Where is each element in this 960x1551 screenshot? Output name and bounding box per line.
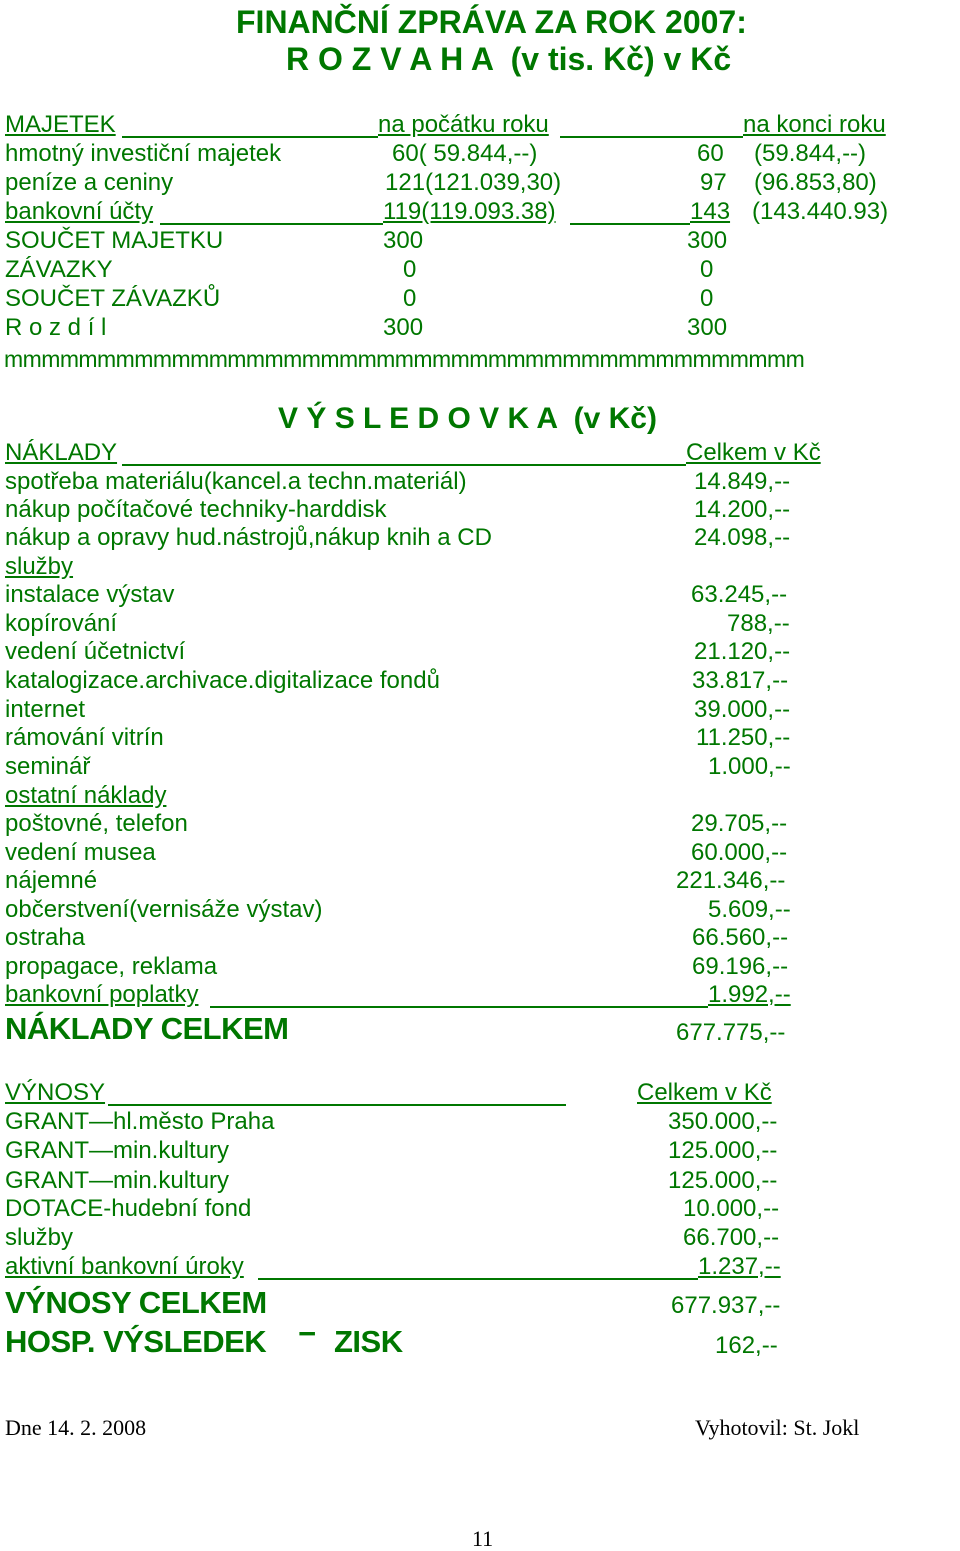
revenue-row-label: služby — [5, 1224, 74, 1251]
costs-label: NÁKLADY — [5, 439, 118, 466]
cost-row-label: vedení účetnictví — [5, 638, 186, 665]
cost-row-label: internet — [5, 696, 86, 723]
page-title: FINANČNÍ ZPRÁVA ZA ROK 2007: — [236, 4, 747, 40]
page-number: 11 — [472, 1526, 494, 1551]
cost-row-value: 39.000,-- — [694, 696, 791, 723]
underline-rule — [258, 1278, 698, 1280]
balance-col-label: MAJETEK — [5, 111, 116, 138]
revenue-row-value: 10.000,-- — [683, 1195, 780, 1222]
revenue-row-value: 125.000,-- — [668, 1137, 778, 1164]
balance-row-start: 300 — [383, 314, 424, 341]
result-dash: − — [298, 1316, 316, 1351]
cost-row-value: 29.705,-- — [691, 810, 788, 837]
balance-row-start: 121(121.039,30) — [385, 169, 562, 196]
cost-row-value: 1.992,-- — [708, 981, 791, 1008]
cost-row-value: 1.000,-- — [708, 753, 791, 780]
balance-row-start: 0 — [403, 285, 417, 312]
cost-row-label: nákup počítačové techniky-harddisk — [5, 496, 387, 523]
underline-rule — [210, 1006, 708, 1008]
cost-row-label: vedení musea — [5, 839, 156, 866]
revenue-col-label: Celkem v Kč — [637, 1079, 772, 1106]
balance-row-end-detail: (96.853,80) — [754, 169, 877, 196]
cost-row-value: 21.120,-- — [694, 638, 791, 665]
balance-row-end-detail: (143.440.93) — [752, 198, 889, 225]
revenue-row-value: 66.700,-- — [683, 1224, 780, 1251]
cost-row-value: 33.817,-- — [692, 667, 789, 694]
cost-row-value: 11.250,-- — [696, 724, 791, 751]
costs-total-value: 677.775,-- — [676, 1019, 786, 1046]
underline-rule — [108, 1104, 566, 1106]
revenue-row-value: 125.000,-- — [668, 1167, 778, 1194]
cost-row-label: rámování vitrín — [5, 724, 164, 751]
balance-row-start: 300 — [383, 227, 424, 254]
balance-row-start: 60( 59.844,--) — [392, 140, 538, 167]
balance-row-start: 119(119.093.38) — [383, 198, 556, 225]
footer-date: Dne 14. 2. 2008 — [5, 1415, 147, 1440]
revenue-row-label: GRANT—min.kultury — [5, 1137, 230, 1164]
cost-row-label: nájemné — [5, 867, 98, 894]
cost-row-label: katalogizace.archivace.digitalizace fondů — [5, 667, 440, 694]
results-title: V Ý S L E D O V K A (v Kč) — [278, 402, 657, 435]
cost-row-label: nákup a opravy hud.nástrojů,nákup knih a CD — [5, 524, 492, 551]
underline-rule — [122, 136, 378, 138]
revenue-row-label: GRANT—hl.město Praha — [5, 1108, 275, 1135]
cost-row-label: bankovní poplatky — [5, 981, 199, 1008]
result-label: HOSP. VÝSLEDEK — [5, 1324, 267, 1359]
separator-line: mmmmmmmmmmmmmmmmmmmmmmmmmmmmmmmmmmmmmmmmmmm — [4, 346, 805, 372]
balance-row-start: 0 — [403, 256, 417, 283]
result-value: 162,-- — [715, 1332, 778, 1359]
balance-row-end: 143 — [690, 198, 731, 225]
cost-row-label: kopírování — [5, 610, 118, 637]
balance-row-label: ZÁVAZKY — [5, 256, 113, 283]
cost-row-value: 63.245,-- — [691, 581, 788, 608]
cost-row-label: instalace výstav — [5, 581, 175, 608]
cost-row-value: 788,-- — [727, 610, 790, 637]
cost-row-label: občerstvení(vernisáže výstav) — [5, 896, 323, 923]
costs-col-label: Celkem v Kč — [686, 439, 821, 466]
cost-row-value: 69.196,-- — [692, 953, 789, 980]
balance-row-end: 0 — [700, 285, 714, 312]
revenue-total-value: 677.937,-- — [671, 1292, 781, 1319]
balance-row-end: 300 — [687, 227, 728, 254]
balance-row-label: bankovní účty — [5, 198, 154, 225]
revenue-row-label: DOTACE-hudební fond — [5, 1195, 252, 1222]
revenue-total-label: VÝNOSY CELKEM — [5, 1285, 267, 1320]
balance-row-end: 60 — [697, 140, 724, 167]
balance-row-label: SOUČET ZÁVAZKŮ — [5, 285, 221, 312]
balance-row-label: peníze a ceniny — [5, 169, 174, 196]
cost-row-value: 5.609,-- — [708, 896, 791, 923]
result-word: ZISK — [334, 1324, 403, 1359]
cost-group-heading: služby — [5, 553, 74, 580]
balance-row-label: hmotný investiční majetek — [5, 140, 282, 167]
revenue-row-value: 350.000,-- — [668, 1108, 778, 1135]
cost-row-value: 24.098,-- — [694, 524, 791, 551]
cost-row-label: poštovné, telefon — [5, 810, 188, 837]
balance-row-end: 97 — [700, 169, 727, 196]
cost-row-label: propagace, reklama — [5, 953, 218, 980]
underline-rule — [560, 136, 743, 138]
underline-rule — [160, 223, 383, 225]
cost-row-label: spotřeba materiálu(kancel.a techn.materiál) — [5, 468, 467, 495]
balance-row-end: 0 — [700, 256, 714, 283]
footer-author: Vyhotovil: St. Jokl — [695, 1415, 860, 1440]
revenue-row-value: 1.237,-- — [698, 1253, 781, 1280]
underline-rule — [122, 464, 686, 466]
cost-row-value: 14.200,-- — [694, 496, 791, 523]
cost-row-value: 60.000,-- — [691, 839, 788, 866]
balance-col-start: na počátku roku — [378, 111, 549, 138]
page-subtitle: R O Z V A H A (v tis. Kč) v Kč — [286, 41, 732, 77]
underline-rule — [570, 223, 690, 225]
balance-row-label: SOUČET MAJETKU — [5, 227, 224, 254]
cost-group-heading: ostatní náklady — [5, 782, 167, 809]
revenue-label: VÝNOSY — [5, 1079, 106, 1106]
cost-row-label: ostraha — [5, 924, 86, 951]
cost-row-value: 221.346,-- — [676, 867, 786, 894]
balance-row-end: 300 — [687, 314, 728, 341]
cost-row-label: seminář — [5, 753, 91, 780]
revenue-row-label: GRANT—min.kultury — [5, 1167, 230, 1194]
revenue-row-label: aktivní bankovní úroky — [5, 1253, 244, 1280]
cost-row-value: 14.849,-- — [694, 468, 791, 495]
balance-row-label: R o z d í l — [5, 314, 107, 341]
balance-col-end: na konci roku — [743, 111, 886, 138]
balance-row-end-detail: (59.844,--) — [754, 140, 867, 167]
costs-total-label: NÁKLADY CELKEM — [5, 1011, 289, 1046]
cost-row-value: 66.560,-- — [692, 924, 789, 951]
